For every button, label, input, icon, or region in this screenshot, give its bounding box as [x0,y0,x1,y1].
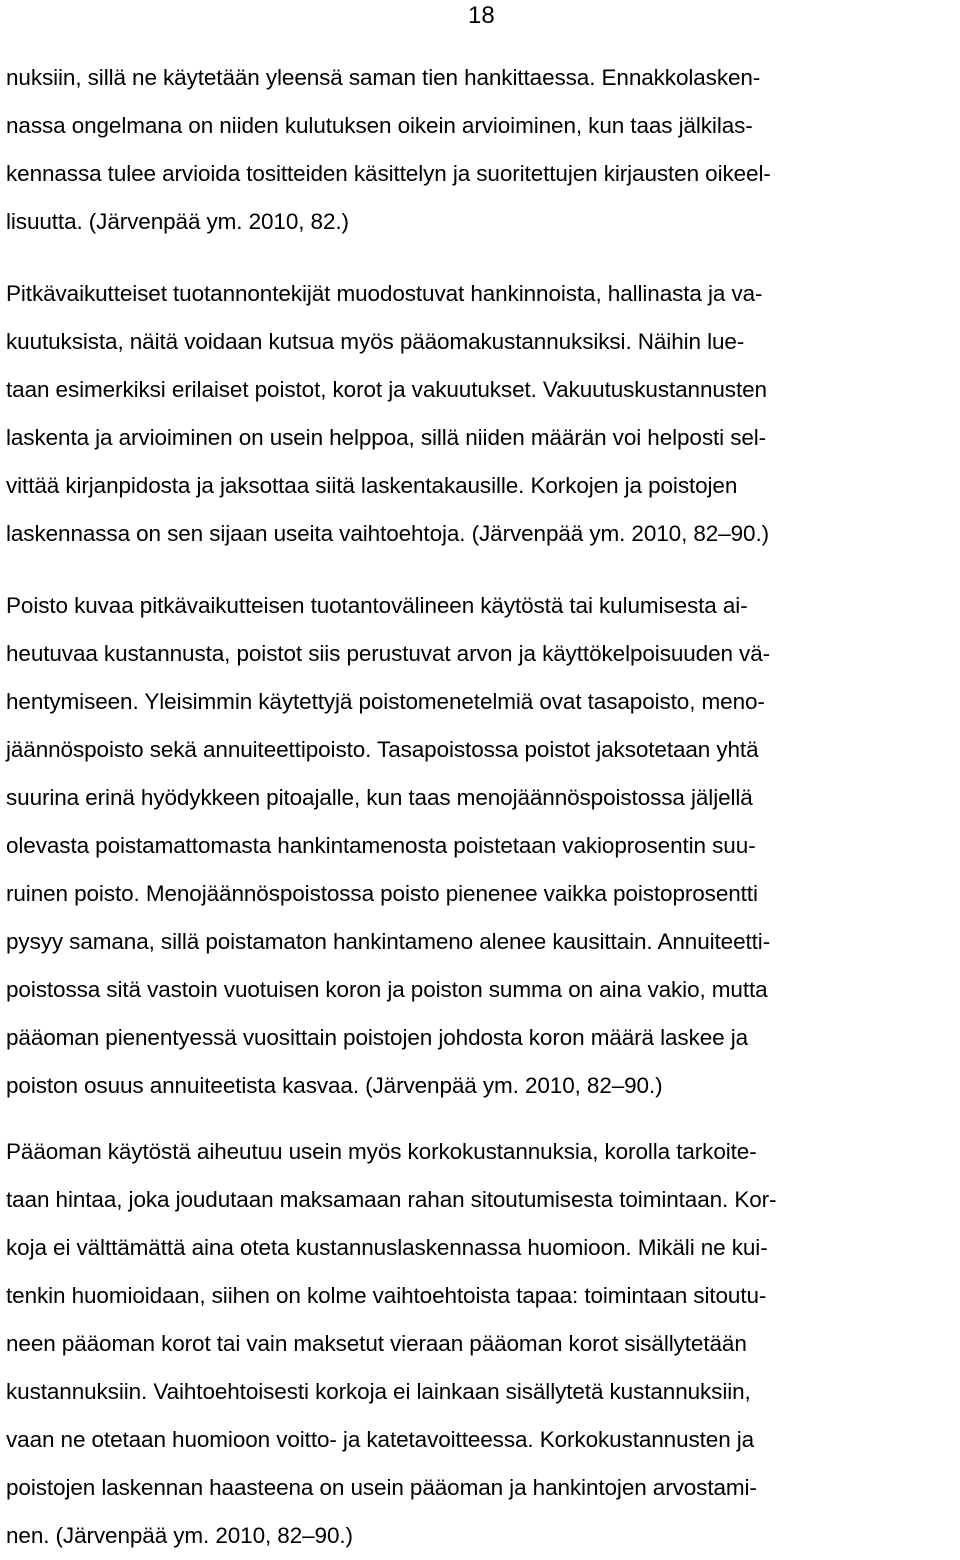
text-line: pääoman pienentyessä vuosittain poistojen johdosta koron määrä laskee ja [6,1025,749,1050]
text-line: nassa ongelmana on niiden kulutuksen oikein arvioiminen, kun taas jälkilas- [6,113,753,138]
text-line: suurina erinä hyödykkeen pitoajalle, kun taas menojäännöspoistossa jäljellä [6,785,753,810]
paragraph-2 [6,270,769,558]
text-line: taan esimerkiksi erilaiset poistot, korot ja vakuutukset. Vakuutuskustannusten [6,377,767,402]
text-line: vaan ne otetaan huomioon voitto- ja katetavoitteessa. Korkokustannusten ja [6,1427,755,1452]
text-line: taan hintaa, joka joudutaan maksamaan rahan sitoutumisesta toimintaan. Kor- [6,1187,777,1212]
text-line: jäännöspoisto sekä annuiteettipoisto. Tasapoistossa poistot jaksotetaan yhtä [6,737,759,762]
text-line: tenkin huomioidaan, siihen on kolme vaihtoehtoista tapaa: toimintaan sitoutu- [6,1283,767,1308]
text-line: kuutuksista, näitä voidaan kutsua myös pääomakustannuksiksi. Näihin lue- [6,329,745,354]
paragraph-3 [6,582,770,1110]
text-line: poistojen laskennan haasteena on usein pääoman ja hankintojen arvostami- [6,1475,757,1500]
text-line: nen. (Järvenpää ym. 2010, 82–90.) [6,1523,353,1548]
text-line: Pitkävaikutteiset tuotannontekijät muodostuvat hankinnoista, hallinasta ja va- [6,281,763,306]
page-number: 18 [468,2,495,29]
text-line: hentymiseen. Yleisimmin käytettyjä poistomenetelmiä ovat tasapoisto, meno- [6,689,765,714]
text-line: laskenta ja arvioiminen on usein helppoa, sillä niiden määrän voi helposti sel- [6,425,767,450]
paragraph-4 [6,1128,776,1560]
text-line: ruinen poisto. Menojäännöspoistossa poisto pienenee vaikka poistoprosentti [6,881,758,906]
text-line: vittää kirjanpidosta ja jaksottaa siitä laskentakausille. Korkojen ja poistojen [6,473,738,498]
text-line: lisuutta. (Järvenpää ym. 2010, 82.) [6,209,349,234]
text-line: kennassa tulee arvioida tositteiden käsittelyn ja suoritettujen kirjausten oikeel- [6,161,771,186]
text-line: poistossa sitä vastoin vuotuisen koron ja poiston summa on aina vakio, mutta [6,977,768,1002]
text-line: heutuvaa kustannusta, poistot siis perustuvat arvon ja käyttökelpoisuuden vä- [6,641,771,666]
text-line: kustannuksiin. Vaihtoehtoisesti korkoja ei lainkaan sisällytetä kustannuksiin, [6,1379,751,1404]
text-line: laskennassa on sen sijaan useita vaihtoehtoja. (Järvenpää ym. 2010, 82–90.) [6,521,769,546]
text-line: neen pääoman korot tai vain maksetut vieraan pääoman korot sisällytetään [6,1331,747,1356]
text-line: Pääoman käytöstä aiheutuu usein myös korkokustannuksia, korolla tarkoite- [6,1139,757,1164]
text-line: pysyy samana, sillä poistamaton hankintameno alenee kausittain. Annuiteetti- [6,929,771,954]
text-line: olevasta poistamattomasta hankintamenosta poistetaan vakioprosentin suu- [6,833,756,858]
paragraph-1 [6,54,771,246]
text-line: nuksiin, sillä ne käytetään yleensä saman tien hankittaessa. Ennakkolasken- [6,65,761,90]
text-line: poiston osuus annuiteetista kasvaa. (Järvenpää ym. 2010, 82–90.) [6,1073,663,1098]
text-line: Poisto kuvaa pitkävaikutteisen tuotantovälineen käytöstä tai kulumisesta ai- [6,593,748,618]
text-line: koja ei välttämättä aina oteta kustannuslaskennassa huomioon. Mikäli ne kui- [6,1235,768,1260]
